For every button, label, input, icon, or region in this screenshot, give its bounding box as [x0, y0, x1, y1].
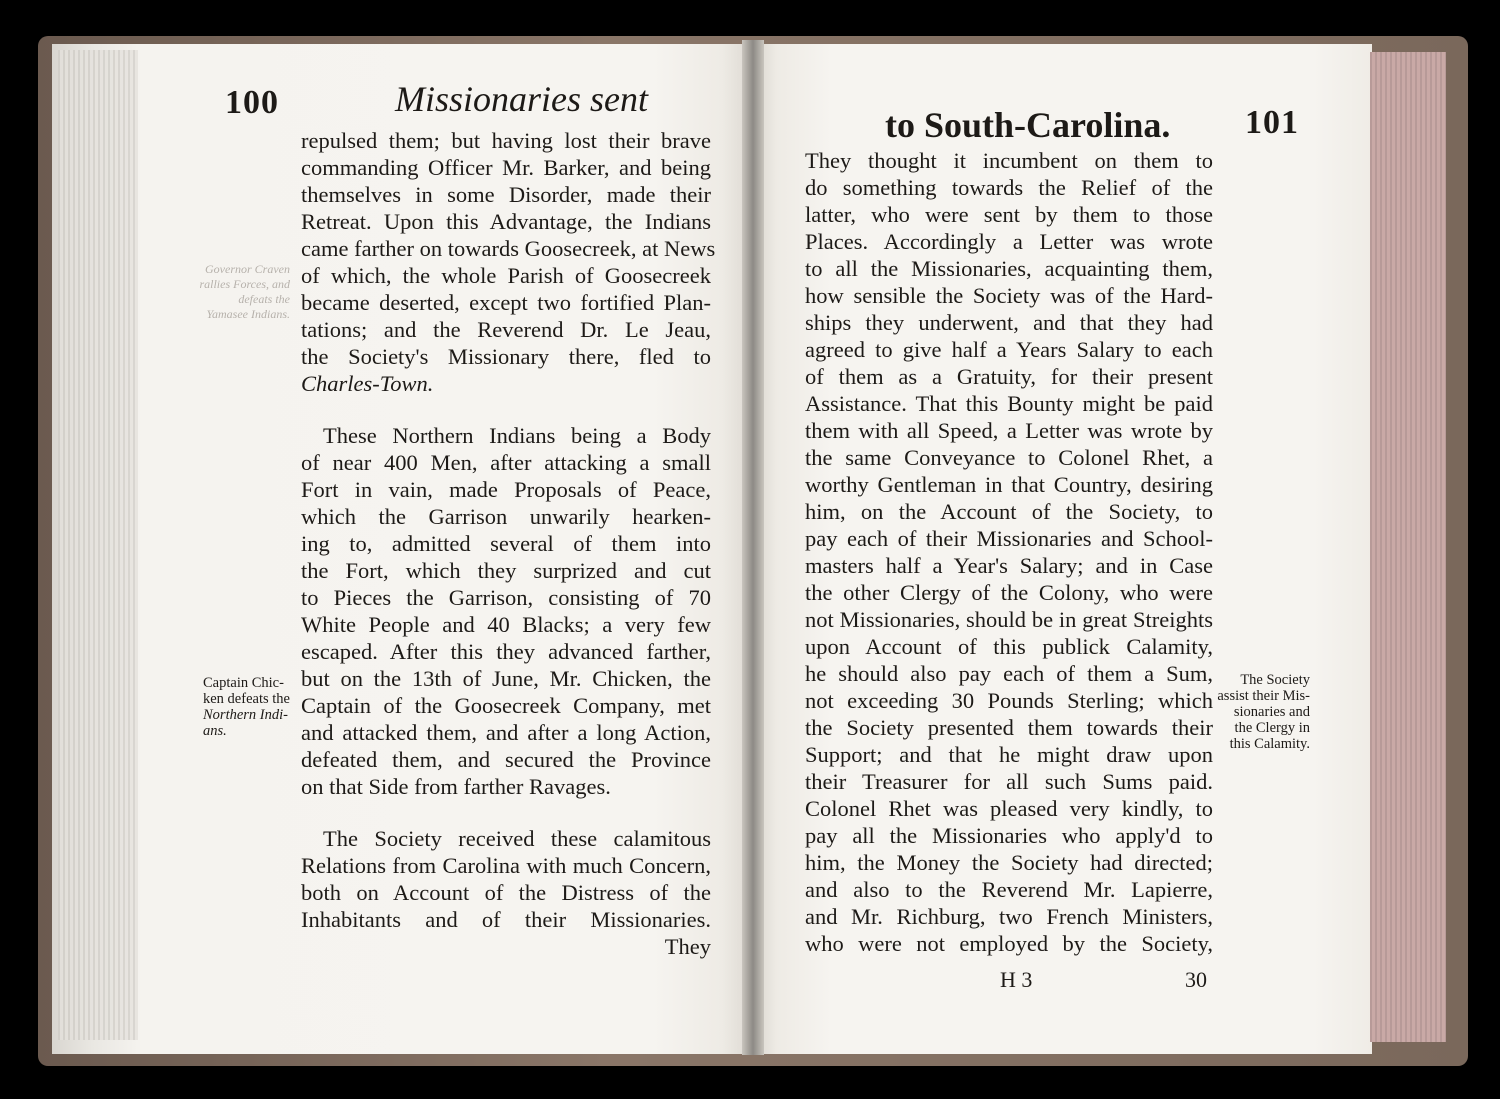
left-line: became deserted, except two fortified Plan-: [301, 290, 711, 315]
left-line: but on the 13th of June, Mr. Chicken, the: [301, 666, 711, 691]
margin-note-line: ans.: [203, 723, 227, 739]
right-line: how sensible the Society was of the Hard-: [805, 283, 1213, 308]
right-line: not Missionaries, should be in great Streights: [805, 607, 1213, 632]
right-line: him, on the Account of the Society, to: [805, 499, 1213, 524]
left-line: both on Account of the Distress of the: [301, 880, 711, 905]
right-fore-edge: [1370, 52, 1446, 1042]
left-line: themselves in some Disorder, made their: [301, 182, 711, 207]
left-line: which the Garrison unwarily hearken-: [301, 504, 711, 529]
left-line: to Pieces the Garrison, consisting of 70: [301, 585, 711, 610]
left-faint-margin-note: Governor Craven rallies Forces, and defeats the Yamasee Indians.: [199, 262, 290, 321]
right-line: their Treasurer for all such Sums paid.: [805, 769, 1213, 794]
margin-note-line: Captain Chic-: [203, 675, 284, 691]
left-line: Charles-Town.: [301, 371, 434, 396]
right-running-head: to South-Carolina.: [885, 105, 1171, 145]
left-line: The Society received these calamitous: [323, 826, 711, 851]
right-line: They thought it incumbent on them to: [805, 148, 1213, 173]
margin-note-line: the Clergy in: [1234, 720, 1310, 736]
left-margin-note: [203, 675, 297, 739]
left-line: the Society's Missionary there, fled to: [301, 344, 711, 369]
left-running-head: Missionaries sent: [395, 79, 649, 119]
left-line: on that Side from farther Ravages.: [301, 774, 611, 799]
right-catchword: 30: [1185, 967, 1207, 992]
left-line: of which, the whole Parish of Goosecreek: [301, 263, 711, 288]
right-page-number: 101: [1245, 104, 1299, 141]
left-line: the Fort, which they surprized and cut: [301, 558, 711, 583]
left-line: defeated them, and secured the Province: [301, 747, 711, 772]
right-line: Assistance. That this Bounty might be paid: [805, 391, 1213, 416]
left-line: Captain of the Goosecreek Company, met: [301, 693, 711, 718]
right-line: of them as a Gratuity, for their present: [805, 364, 1213, 389]
left-line: Relations from Carolina with much Concern,: [301, 853, 711, 878]
left-line: and attacked them, and after a long Action,: [301, 720, 711, 745]
right-line: upon Account of this publick Calamity,: [805, 634, 1213, 659]
right-line: ships they underwent, and that they had: [805, 310, 1213, 335]
left-line: of near 400 Men, after attacking a small: [301, 450, 711, 475]
left-line: commanding Officer Mr. Barker, and being: [301, 155, 711, 180]
left-line: repulsed them; but having lost their brave: [301, 128, 711, 153]
margin-note-line: Northern Indi-: [203, 707, 288, 723]
right-line: to all the Missionaries, acquainting them,: [805, 256, 1213, 281]
left-line: Fort in vain, made Proposals of Peace,: [301, 477, 711, 502]
right-line: do something towards the Relief of the: [805, 175, 1213, 200]
right-line: them with all Speed, a Letter was wrote by: [805, 418, 1213, 443]
right-line: the same Conveyance to Colonel Rhet, a: [805, 445, 1213, 470]
left-line: came farther on towards Goosecreek, at News: [301, 236, 716, 261]
right-line: who were not employed by the Society,: [805, 931, 1213, 956]
book-gutter: [742, 40, 764, 1055]
left-body-text: [301, 127, 716, 960]
left-line: Inhabitants and of their Missionaries.: [301, 907, 711, 932]
left-line: escaped. After this they advanced farther,: [301, 639, 711, 664]
right-body-text: [805, 147, 1213, 957]
right-line: agreed to give half a Years Salary to each: [805, 337, 1213, 362]
right-line: Places. Accordingly a Letter was wrote: [805, 229, 1213, 254]
left-line: tations; and the Reverend Dr. Le Jeau,: [301, 317, 711, 342]
left-line: These Northern Indians being a Body: [323, 423, 711, 448]
right-line: pay each of their Missionaries and School-: [805, 526, 1213, 551]
signature-mark: H 3: [1000, 967, 1033, 992]
margin-note-line: The Society: [1240, 672, 1310, 688]
right-line: Support; and that he might draw upon: [805, 742, 1213, 767]
left-line: ing to, admitted several of them into: [301, 531, 711, 556]
left-catchword: They: [664, 934, 711, 959]
margin-note-line: sionaries and: [1233, 704, 1310, 720]
left-fore-edge: [58, 50, 138, 1040]
right-line: and also to the Reverend Mr. Lapierre,: [805, 877, 1213, 902]
right-line: Colonel Rhet was pleased very kindly, to: [805, 796, 1213, 821]
right-line: latter, who were sent by them to those: [805, 202, 1213, 227]
right-line: masters half a Year's Salary; and in Case: [805, 553, 1213, 578]
right-line: and Mr. Richburg, two French Ministers,: [805, 904, 1213, 929]
right-line: not exceeding 30 Pounds Sterling; which: [805, 688, 1213, 713]
right-line: pay all the Missionaries who apply'd to: [805, 823, 1213, 848]
right-margin-note: [1212, 672, 1310, 752]
margin-note-line: this Calamity.: [1229, 736, 1310, 752]
right-line: he should also pay each of them a Sum,: [805, 661, 1213, 686]
right-line: him, the Money the Society had directed;: [805, 850, 1213, 875]
margin-note-line: ken defeats the: [203, 691, 290, 707]
margin-note-line: assist their Mis-: [1217, 688, 1310, 704]
left-page-number: 100: [225, 84, 279, 121]
right-line: the other Clergy of the Colony, who were: [805, 580, 1213, 605]
right-line: the Society presented them towards their: [805, 715, 1213, 740]
left-line: White People and 40 Blacks; a very few: [301, 612, 711, 637]
left-line: Retreat. Upon this Advantage, the Indians: [301, 209, 711, 234]
right-line: worthy Gentleman in that Country, desiring: [805, 472, 1213, 497]
